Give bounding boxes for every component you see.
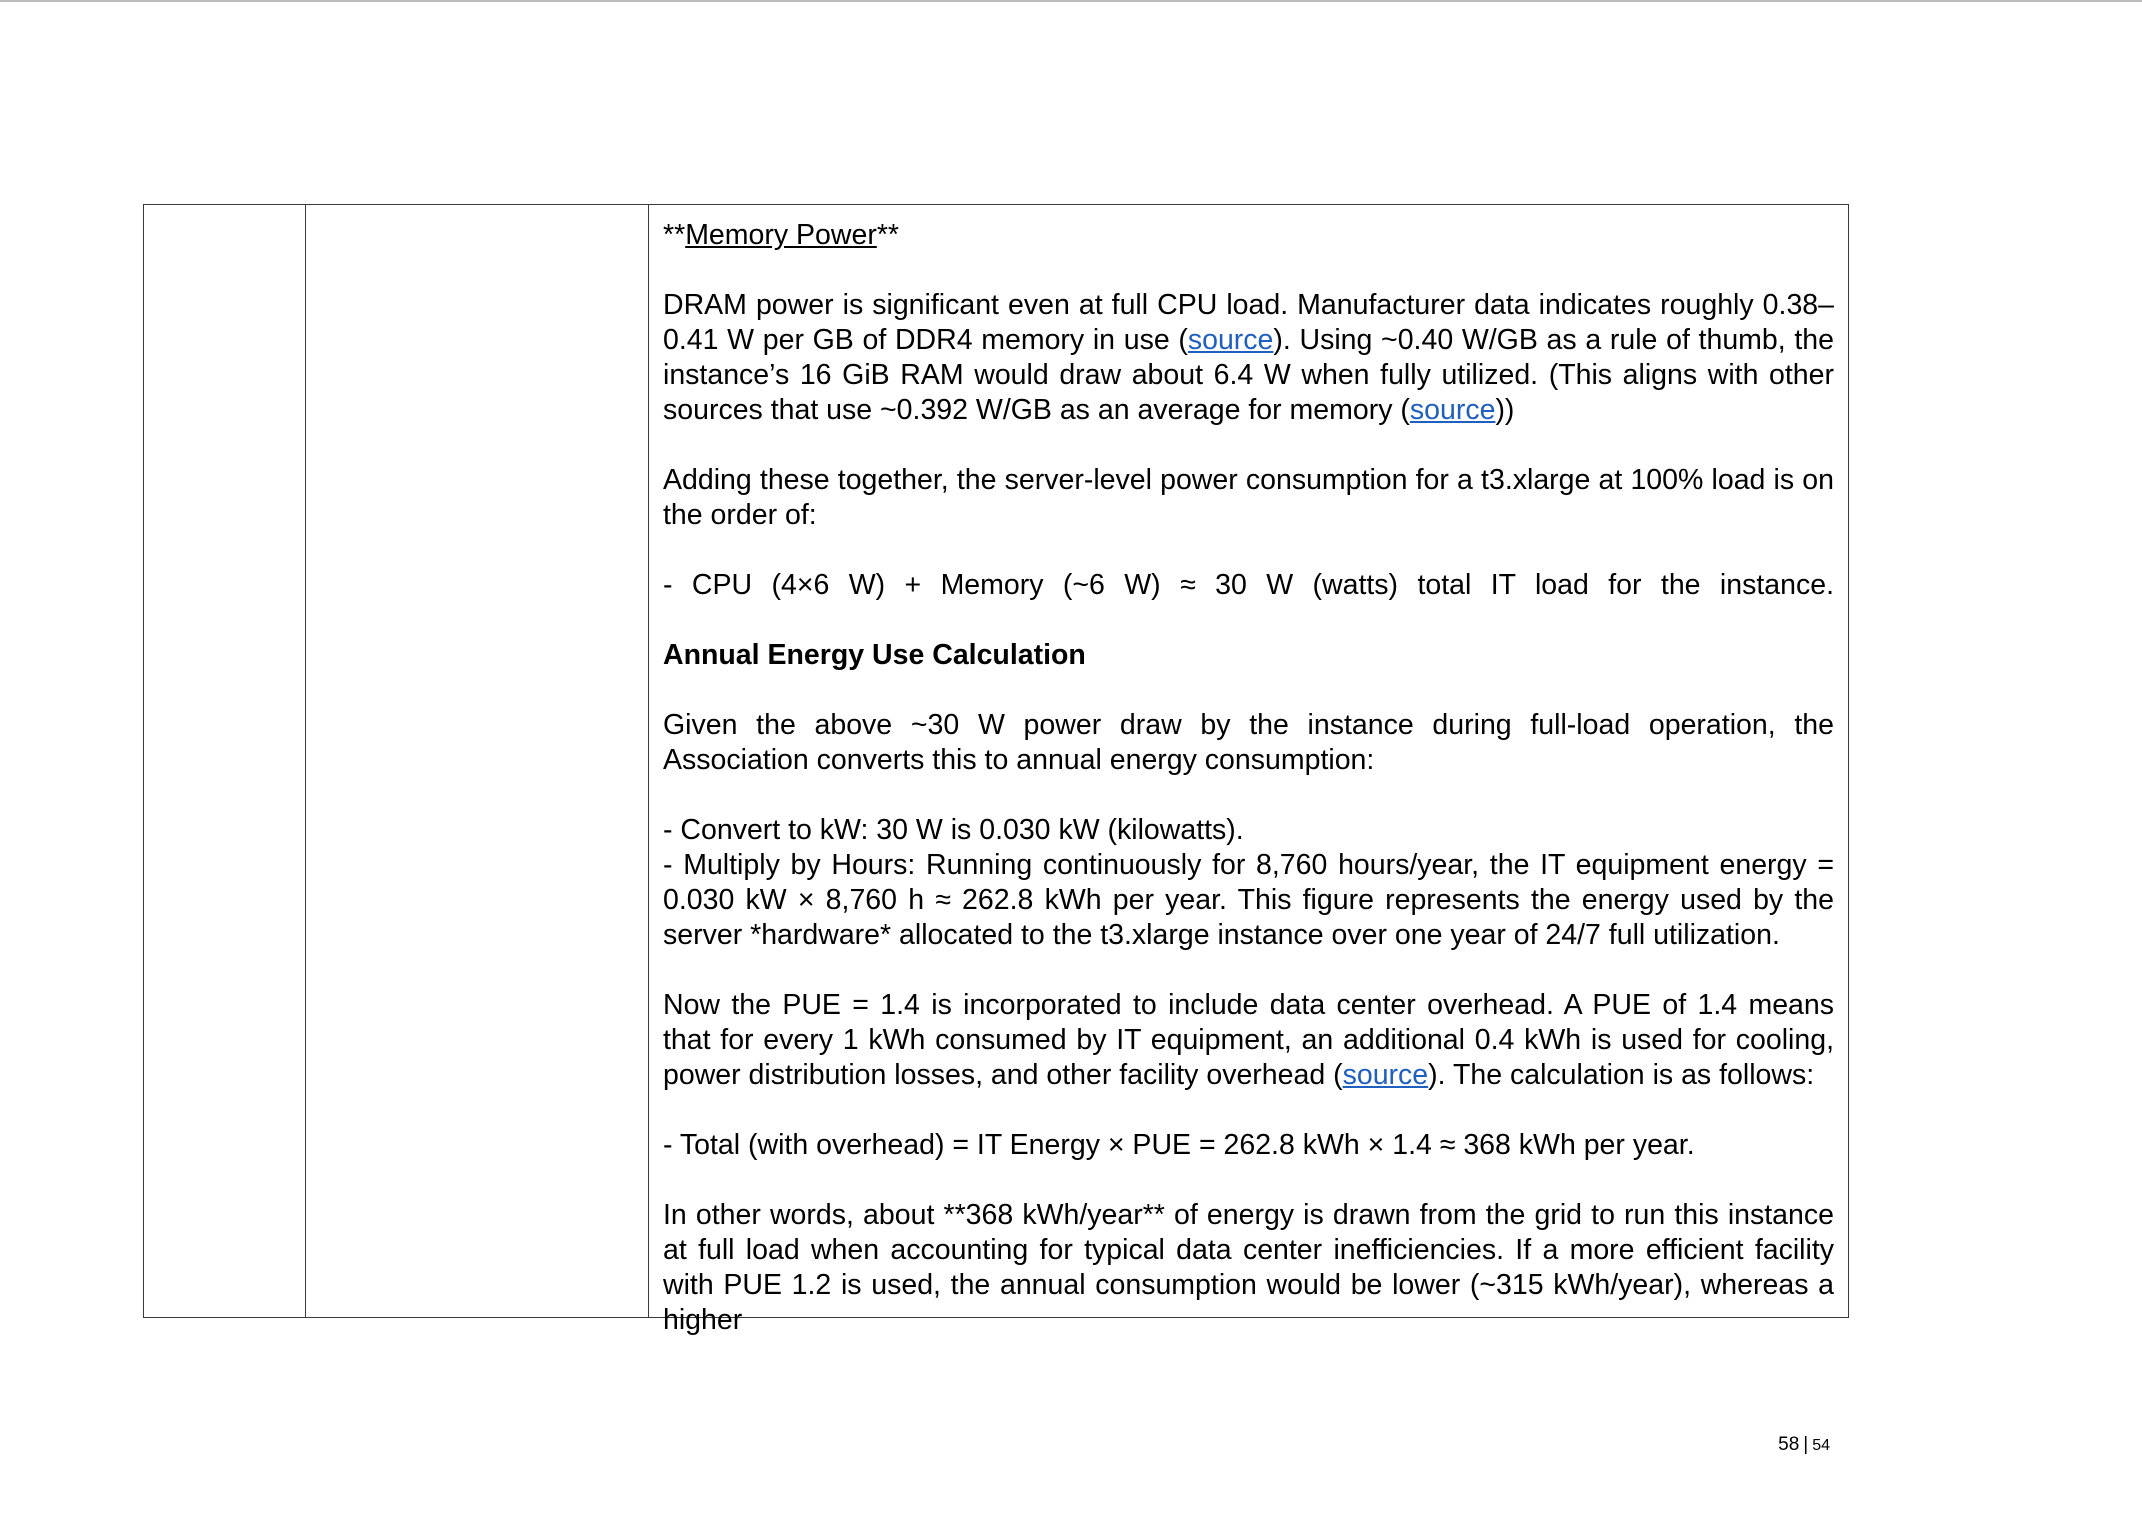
table-column-2 (306, 205, 649, 1317)
text-run: DRAM power is significant even at full CPU load. Manufacturer data indicates roughly 0.38–0.41 W per GB of DDR4 memory in use ( (663, 289, 1834, 356)
text-run: Now the PUE = 1.4 is incorporated to include data center overhead. A PUE of 1.4 means that for every 1 kWh consumed by IT equipment, an additional 0.4 kWh is used for cooling, power distribution losses, and other facility overhead ( (663, 989, 1834, 1091)
document-table (143, 204, 1849, 1336)
multiply-hours-item: - Multiply by Hours: Running continuously for 8,760 hours/year, the IT equipment energy = 0.030 kW × 8,760 h ≈ 262.8 kWh per year. This figure represents the energy used by the server *hardware* allocated to the t3.xlarge instance over one year of 24/7 full utilization. (663, 849, 1834, 951)
page-separator: | (1803, 1434, 1809, 1455)
total-overhead-item: - Total (with overhead) = IT Energy × PUE = 262.8 kWh × 1.4 ≈ 368 kWh per year. (663, 1129, 1695, 1161)
convert-kw-item: - Convert to kW: 30 W is 0.030 kW (kilowatts). (663, 814, 1244, 846)
source-link-pue[interactable]: source (1342, 1059, 1429, 1091)
memory-power-heading-text: Memory Power (685, 219, 877, 251)
annual-energy-heading: Annual Energy Use Calculation (663, 639, 1086, 671)
memory-power-heading (663, 218, 1834, 253)
page-current: 58 (1778, 1434, 1800, 1455)
table-column-1 (144, 205, 306, 1317)
table-column-3 (649, 205, 1848, 1336)
heading-suffix: ** (876, 219, 899, 251)
text-run: ). Using ~0.40 W/GB as a rule of thumb, the instance’s 16 GiB RAM would draw about 6.4 W when fully utilized. (This aligns with other sources that use ~0.392 W/GB as an average for memory ( (663, 324, 1834, 426)
annual-intro-paragraph: Given the above ~30 W power draw by the instance during full-load operation, the Association converts this to annual energy consumption: (663, 709, 1834, 776)
final-paragraph: In other words, about **368 kWh/year** of energy is drawn from the grid to run this instance at full load when accounting for typical data center inefficiencies. If a more efficient facility with PUE 1.2 is used, the annual consumption would be lower (~315 kWh/year), whereas a higher (663, 1199, 1834, 1336)
page-number (1778, 1434, 1830, 1456)
page-total: 54 (1812, 1437, 1830, 1454)
text-run: ). The calculation is as follows: (1428, 1059, 1815, 1091)
heading-prefix: ** (663, 219, 686, 251)
text-run: )) (1495, 394, 1515, 426)
pue-paragraph (663, 988, 1834, 1093)
source-link-memory-average[interactable]: source (1409, 394, 1496, 426)
source-link-ddr4[interactable]: source (1187, 324, 1274, 356)
cpu-memory-total-line: - CPU (4×6 W) + Memory (~6 W) ≈ 30 W (watts) total IT load for the instance. (663, 569, 1834, 601)
top-rule (0, 0, 2142, 2)
adding-together-paragraph: Adding these together, the server-level power consumption for a t3.xlarge at 100% load is on the order of: (663, 464, 1834, 531)
memory-power-paragraph (663, 288, 1834, 428)
